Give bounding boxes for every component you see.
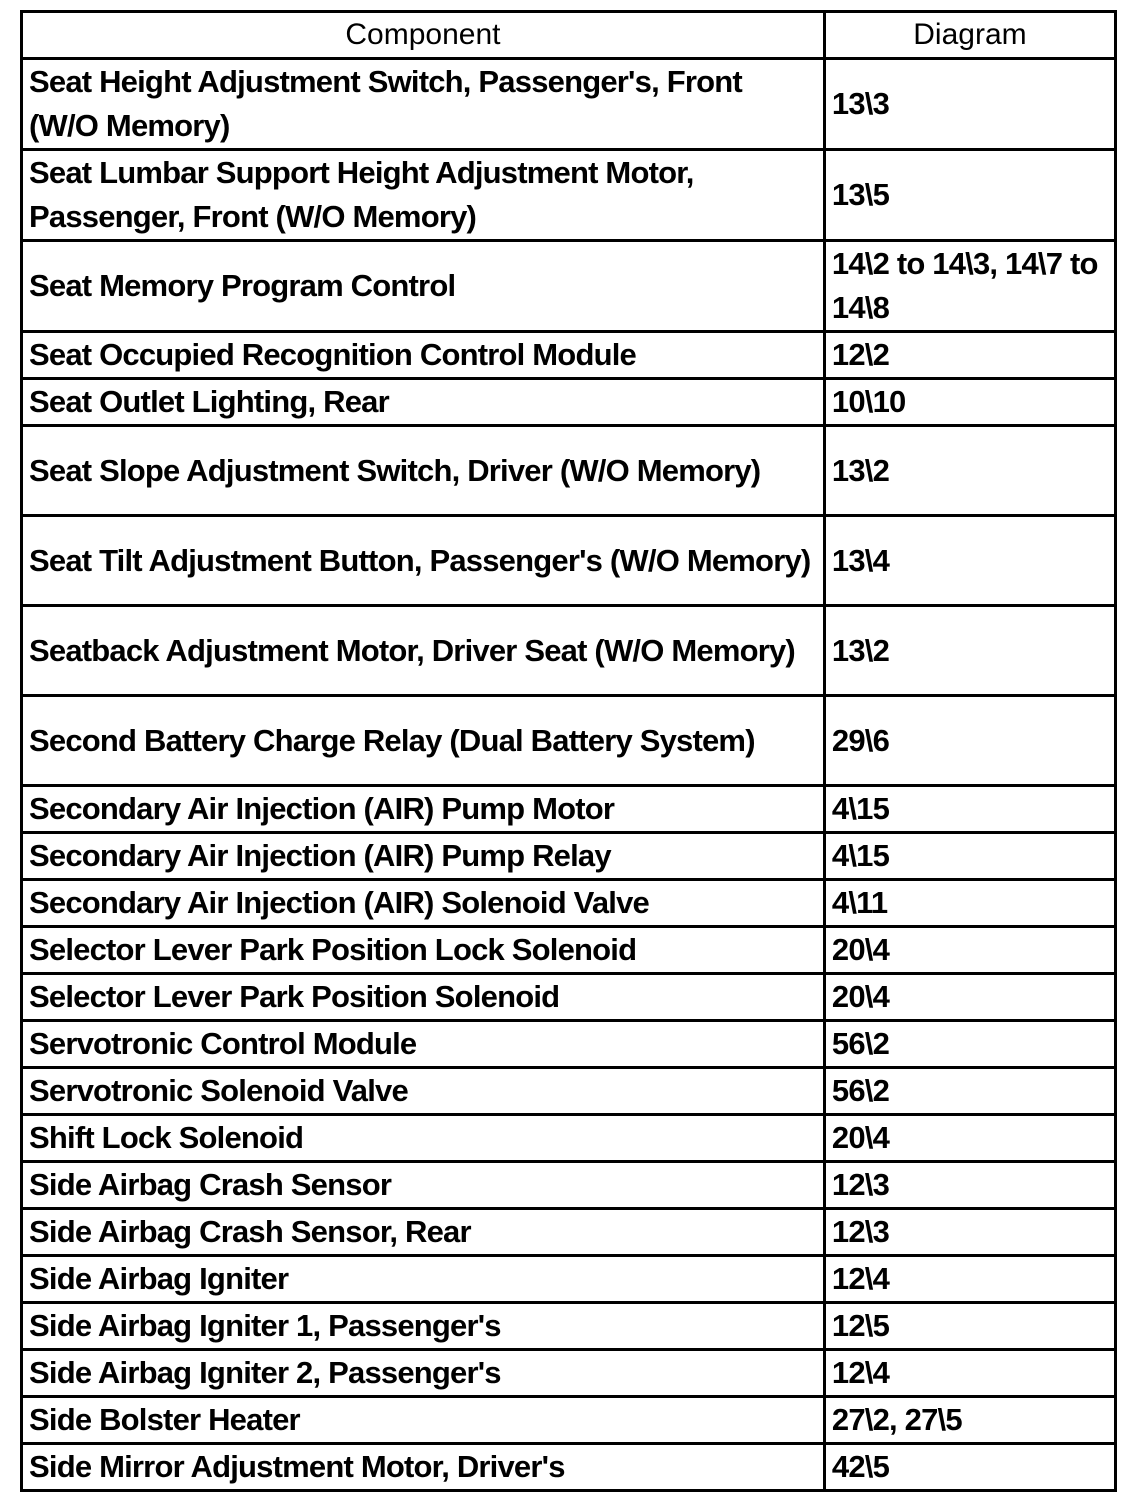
diagram-cell: 29\6: [824, 696, 1115, 786]
diagram-cell: 13\2: [824, 426, 1115, 516]
diagram-cell: 12\2: [824, 332, 1115, 379]
table-row: [22, 786, 1116, 833]
table-row: [22, 880, 1116, 927]
table-row: [22, 1350, 1116, 1397]
diagram-cell: 12\4: [824, 1350, 1115, 1397]
table-row: [22, 241, 1116, 332]
diagram-cell: 13\5: [824, 150, 1115, 241]
component-cell: Selector Lever Park Position Lock Solenoid: [22, 927, 825, 974]
diagram-cell: 10\10: [824, 379, 1115, 426]
component-cell: Side Mirror Adjustment Motor, Driver's: [22, 1444, 825, 1491]
table-header-row: [22, 12, 1116, 59]
column-header-component: Component: [22, 12, 825, 59]
table-row: [22, 833, 1116, 880]
diagram-cell: 4\15: [824, 786, 1115, 833]
diagram-cell: 13\4: [824, 516, 1115, 606]
component-cell: Seat Lumbar Support Height Adjustment Motor, Passenger, Front (W/O Memory): [22, 150, 825, 241]
diagram-cell: 12\5: [824, 1303, 1115, 1350]
diagram-cell: 42\5: [824, 1444, 1115, 1491]
table-row: [22, 1397, 1116, 1444]
component-diagram-table: [20, 10, 1117, 1492]
component-cell: Seat Height Adjustment Switch, Passenger's, Front (W/O Memory): [22, 59, 825, 150]
table-row: [22, 696, 1116, 786]
table-row: [22, 974, 1116, 1021]
component-cell: Seat Outlet Lighting, Rear: [22, 379, 825, 426]
diagram-cell: 20\4: [824, 1115, 1115, 1162]
table-row: [22, 1021, 1116, 1068]
component-cell: Servotronic Solenoid Valve: [22, 1068, 825, 1115]
diagram-cell: 27\2, 27\5: [824, 1397, 1115, 1444]
diagram-cell: 12\4: [824, 1256, 1115, 1303]
table-row: [22, 1444, 1116, 1491]
table-row: [22, 606, 1116, 696]
component-cell: Seat Memory Program Control: [22, 241, 825, 332]
table-row: [22, 426, 1116, 516]
component-cell: Side Airbag Crash Sensor, Rear: [22, 1209, 825, 1256]
diagram-cell: 13\3: [824, 59, 1115, 150]
diagram-cell: 4\11: [824, 880, 1115, 927]
table-row: [22, 332, 1116, 379]
diagram-cell: 12\3: [824, 1162, 1115, 1209]
table-row: [22, 150, 1116, 241]
table-row: [22, 1303, 1116, 1350]
component-cell: Side Airbag Igniter 2, Passenger's: [22, 1350, 825, 1397]
table-row: [22, 379, 1116, 426]
table-row: [22, 1209, 1116, 1256]
component-cell: Secondary Air Injection (AIR) Pump Relay: [22, 833, 825, 880]
component-cell: Side Airbag Igniter 1, Passenger's: [22, 1303, 825, 1350]
table-row: [22, 1068, 1116, 1115]
component-cell: Secondary Air Injection (AIR) Solenoid Valve: [22, 880, 825, 927]
column-header-diagram: Diagram: [824, 12, 1115, 59]
table-row: [22, 1162, 1116, 1209]
component-cell: Seatback Adjustment Motor, Driver Seat (W/O Memory): [22, 606, 825, 696]
table-row: [22, 1256, 1116, 1303]
component-cell: Side Airbag Crash Sensor: [22, 1162, 825, 1209]
diagram-cell: 56\2: [824, 1021, 1115, 1068]
component-cell: Seat Tilt Adjustment Button, Passenger's (W/O Memory): [22, 516, 825, 606]
component-cell: Secondary Air Injection (AIR) Pump Motor: [22, 786, 825, 833]
component-cell: Second Battery Charge Relay (Dual Battery System): [22, 696, 825, 786]
component-cell: Seat Occupied Recognition Control Module: [22, 332, 825, 379]
diagram-cell: 56\2: [824, 1068, 1115, 1115]
table-row: [22, 1115, 1116, 1162]
table-row: [22, 516, 1116, 606]
diagram-cell: 20\4: [824, 974, 1115, 1021]
component-cell: Side Airbag Igniter: [22, 1256, 825, 1303]
diagram-cell: 12\3: [824, 1209, 1115, 1256]
component-cell: Seat Slope Adjustment Switch, Driver (W/O Memory): [22, 426, 825, 516]
component-cell: Selector Lever Park Position Solenoid: [22, 974, 825, 1021]
component-cell: Side Bolster Heater: [22, 1397, 825, 1444]
component-cell: Shift Lock Solenoid: [22, 1115, 825, 1162]
table-row: [22, 59, 1116, 150]
diagram-cell: 4\15: [824, 833, 1115, 880]
diagram-cell: 13\2: [824, 606, 1115, 696]
diagram-cell: 20\4: [824, 927, 1115, 974]
diagram-cell: 14\2 to 14\3, 14\7 to 14\8: [824, 241, 1115, 332]
component-cell: Servotronic Control Module: [22, 1021, 825, 1068]
table-row: [22, 927, 1116, 974]
